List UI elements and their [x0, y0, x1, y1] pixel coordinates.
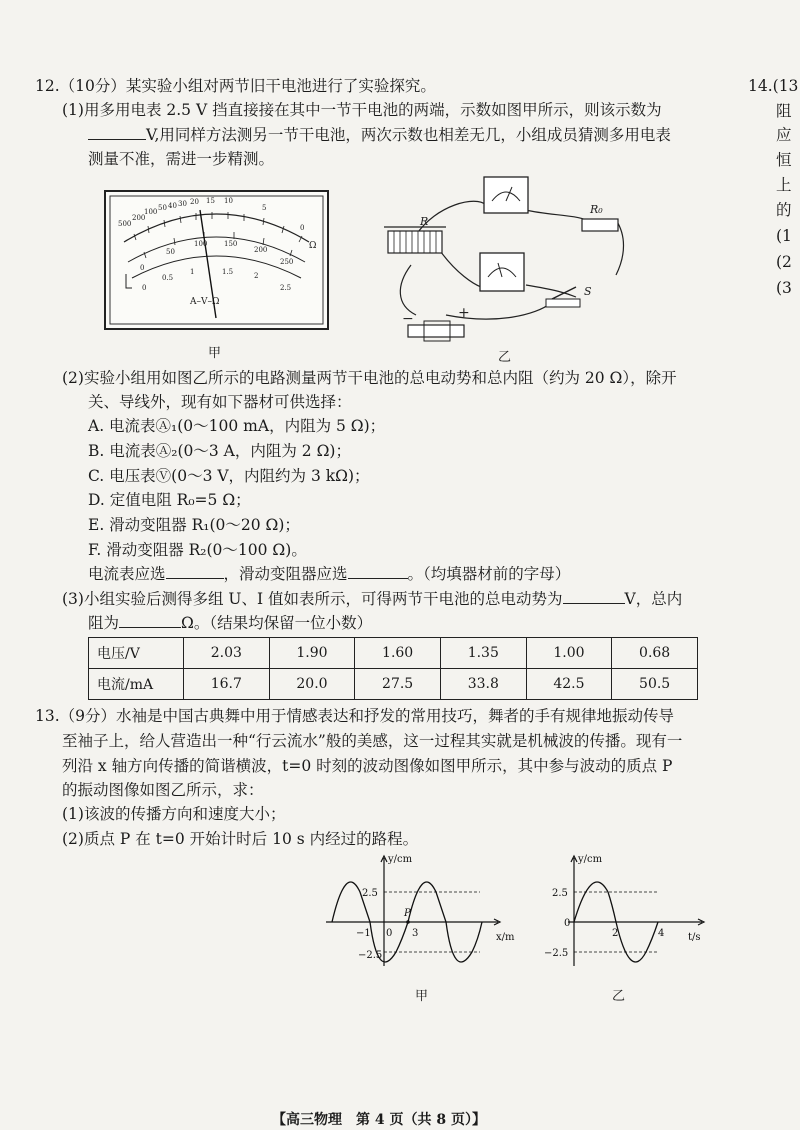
- circuit-figure: [376, 175, 632, 343]
- q12-part2-select-line: [88, 564, 570, 584]
- ma-tick-100: 100: [194, 240, 208, 248]
- q13-line4: 的振动图像如图乙所示，求：: [62, 781, 264, 799]
- rheostat-device: [384, 227, 446, 253]
- q13-line1: 13.（9分）水袖是中国古典舞中用于情感表达和抒发的常用技巧，舞者的手有规律地振动传导: [35, 707, 675, 725]
- ohm-tick-50: 50: [158, 204, 167, 212]
- q14-char: 的: [776, 201, 792, 219]
- ammeter-device: [480, 253, 524, 291]
- part3-emf-text: (3)小组实验后测得多组 U、I 值如表所示，可得两节干电池的总电动势为: [62, 590, 563, 608]
- table-cell: 33.8: [440, 669, 526, 700]
- q12-part2-line1: (2)实验小组用如图乙所示的电路测量两节干电池的总电动势和总内阻（约为 20 Ω），除开: [62, 369, 677, 387]
- label-s: S: [584, 285, 592, 298]
- multimeter-dial-figure: [104, 190, 329, 330]
- ui-data-table: [88, 637, 698, 700]
- yi-amp-pos: 2.5: [552, 888, 568, 899]
- jia-ylabel: y/cm: [388, 854, 413, 865]
- vibration-graph-yi: [530, 850, 715, 970]
- yi-tick-4: 4: [658, 928, 665, 939]
- table-head-current: 电流/mA: [89, 669, 184, 700]
- table-row-current: [89, 669, 698, 700]
- ma-tick-0: 0: [140, 264, 145, 272]
- q12-part1-line3: 测量不准，需进一步精测。: [88, 150, 275, 168]
- v-tick-2-5: 2.5: [280, 284, 292, 292]
- q12-part1-line1: (1)用多用电表 2.5 V 挡直接接在其中一节干电池的两端，示数如图甲所示，则该示数为: [62, 101, 662, 119]
- v-tick-2: 2: [254, 272, 259, 280]
- ohm-tick-500: 500: [118, 220, 132, 228]
- v-tick-1: 1: [190, 268, 195, 276]
- table-cell: 1.60: [355, 638, 441, 669]
- table-cell: 1.90: [269, 638, 355, 669]
- q12-part3-line1: [62, 589, 682, 609]
- table-cell: 42.5: [526, 669, 612, 700]
- table-cell: 0.68: [612, 638, 698, 669]
- option-a: A. 电流表Ⓐ₁(0～100 mA，内阻为 5 Ω)；: [88, 417, 386, 435]
- jia-amp-pos: 2.5: [362, 888, 378, 899]
- jia-tick-0: 0: [386, 928, 393, 939]
- option-e: E. 滑动变阻器 R₁(0～20 Ω)；: [88, 516, 300, 534]
- jia-point-label: P: [404, 908, 411, 919]
- select-ammeter-text: 电流表应选: [88, 565, 166, 583]
- table-cell: 20.0: [269, 669, 355, 700]
- v-tick-0: 0: [142, 284, 147, 292]
- option-b: B. 电流表Ⓐ₂(0～3 A，内阻为 2 Ω)；: [88, 442, 351, 460]
- part3-resistance-text: 阻为: [88, 614, 120, 632]
- q12-part1-line2: [88, 125, 671, 145]
- q13-line3: 列沿 x 轴方向传播的简谐横波，t=0 时刻的波动图像如图甲所示，其中参与波动的质点 P: [62, 757, 673, 775]
- ohm-tick-5: 5: [262, 204, 267, 212]
- q13-sub2: (2)质点 P 在 t=0 开始计时后 10 s 内经过的路程。: [62, 830, 419, 848]
- q14-char: (1: [776, 227, 792, 245]
- yi-tick-2: 2: [612, 928, 619, 939]
- ohm-tick-100: 100: [144, 208, 158, 216]
- q14-char: (3: [776, 279, 792, 297]
- q12-part1-line2-text: V,用同样方法测另一节干电池，两次示数也相差无几，小组成员猜测多用电表: [146, 126, 671, 144]
- q14-char: 恒: [776, 151, 792, 169]
- answer-blank-reading[interactable]: [88, 125, 146, 140]
- q14-char: 阻: [776, 102, 792, 120]
- answer-blank-rheostat[interactable]: [348, 564, 408, 579]
- yi-tick-0: 0: [564, 918, 571, 929]
- option-c: C. 电压表Ⓥ(0～3 V，内阻约为 3 kΩ)；: [88, 467, 370, 485]
- jia-tick-m1: −1: [356, 928, 371, 939]
- part3-emf-unit: V，总内: [624, 590, 683, 608]
- meter-frame: [105, 191, 328, 329]
- point-p: [406, 920, 410, 924]
- ma-tick-50: 50: [166, 248, 175, 256]
- label-minus: −: [402, 311, 414, 327]
- q14-char: 应: [776, 126, 792, 144]
- yi-amp-neg: −2.5: [544, 948, 569, 959]
- q12-title: 12.（10分）某实验小组对两节旧干电池进行了实验探究。: [35, 77, 436, 95]
- table-cell: 1.35: [440, 638, 526, 669]
- ohm-tick-20: 20: [190, 198, 199, 206]
- fig-yi-caption: 乙: [498, 350, 512, 365]
- q12-part2-line2: 关、导线外，现有如下器材可供选择：: [88, 393, 352, 411]
- jia-xlabel: x/m: [496, 932, 515, 943]
- yi-xlabel: t/s: [688, 932, 701, 943]
- fig-jia-caption: 甲: [208, 346, 222, 361]
- graph-jia-caption: 甲: [415, 989, 429, 1004]
- ma-tick-200: 200: [254, 246, 268, 254]
- v-tick-0-5: 0.5: [162, 274, 174, 282]
- q14-head: 14.(13: [748, 77, 799, 95]
- option-f: F. 滑动变阻器 R₂(0～100 Ω)。: [88, 541, 307, 559]
- jia-tick-3: 3: [412, 928, 419, 939]
- ohm-tick-0: 0: [300, 224, 305, 232]
- page-footer: 【高三物理 第 4 页（共 8 页）】: [272, 1112, 486, 1128]
- label-r: R: [420, 215, 429, 228]
- q13-line2: 至袖子上，给人营造出一种“行云流水”般的美感，这一过程其实就是机械波的传播。现有一: [62, 732, 683, 750]
- ohm-tick-30: 30: [178, 200, 187, 208]
- part3-note: Ω。（结果均保留一位小数）: [181, 614, 373, 632]
- select-note-text: 。（均填器材前的字母）: [407, 565, 571, 583]
- answer-blank-emf[interactable]: [563, 589, 625, 604]
- table-head-voltage: 电压/V: [89, 638, 184, 669]
- q13-sub1: (1)该波的传播方向和速度大小；: [62, 805, 286, 823]
- q14-char: (2: [776, 253, 792, 271]
- table-row-voltage: [89, 638, 698, 669]
- battery-holder: [408, 321, 464, 341]
- v-tick-1-5: 1.5: [222, 268, 234, 276]
- ma-tick-250: 250: [280, 258, 294, 266]
- wave-graph-jia: [322, 850, 522, 970]
- label-plus: +: [458, 305, 470, 321]
- label-r0: R₀: [590, 203, 603, 216]
- ma-tick-150: 150: [224, 240, 238, 248]
- ohm-tick-40: 40: [168, 202, 177, 210]
- ohm-tick-15: 15: [206, 197, 215, 205]
- ohm-tick-200: 200: [132, 214, 146, 222]
- table-cell: 1.00: [526, 638, 612, 669]
- option-d: D. 定值电阻 R₀=5 Ω；: [88, 491, 251, 509]
- meter-unit-label: A–V–Ω: [190, 297, 220, 307]
- select-rheostat-text: ，滑动变阻器应选: [223, 565, 348, 583]
- table-cell: 2.03: [184, 638, 270, 669]
- table-cell: 16.7: [184, 669, 270, 700]
- ohm-tick-10: 10: [224, 197, 233, 205]
- ohm-symbol: Ω: [309, 241, 317, 251]
- table-cell: 50.5: [612, 669, 698, 700]
- answer-blank-ammeter[interactable]: [166, 564, 224, 579]
- voltmeter-device: [484, 177, 528, 213]
- q12-part3-line2: [88, 613, 372, 633]
- table-cell: 27.5: [355, 669, 441, 700]
- fixed-resistor-r0: [582, 219, 618, 231]
- graph-yi-caption: 乙: [612, 989, 626, 1004]
- q14-char: 上: [776, 176, 792, 194]
- answer-blank-resistance[interactable]: [119, 613, 181, 628]
- jia-amp-neg: −2.5: [358, 950, 383, 961]
- yi-ylabel: y/cm: [578, 854, 603, 865]
